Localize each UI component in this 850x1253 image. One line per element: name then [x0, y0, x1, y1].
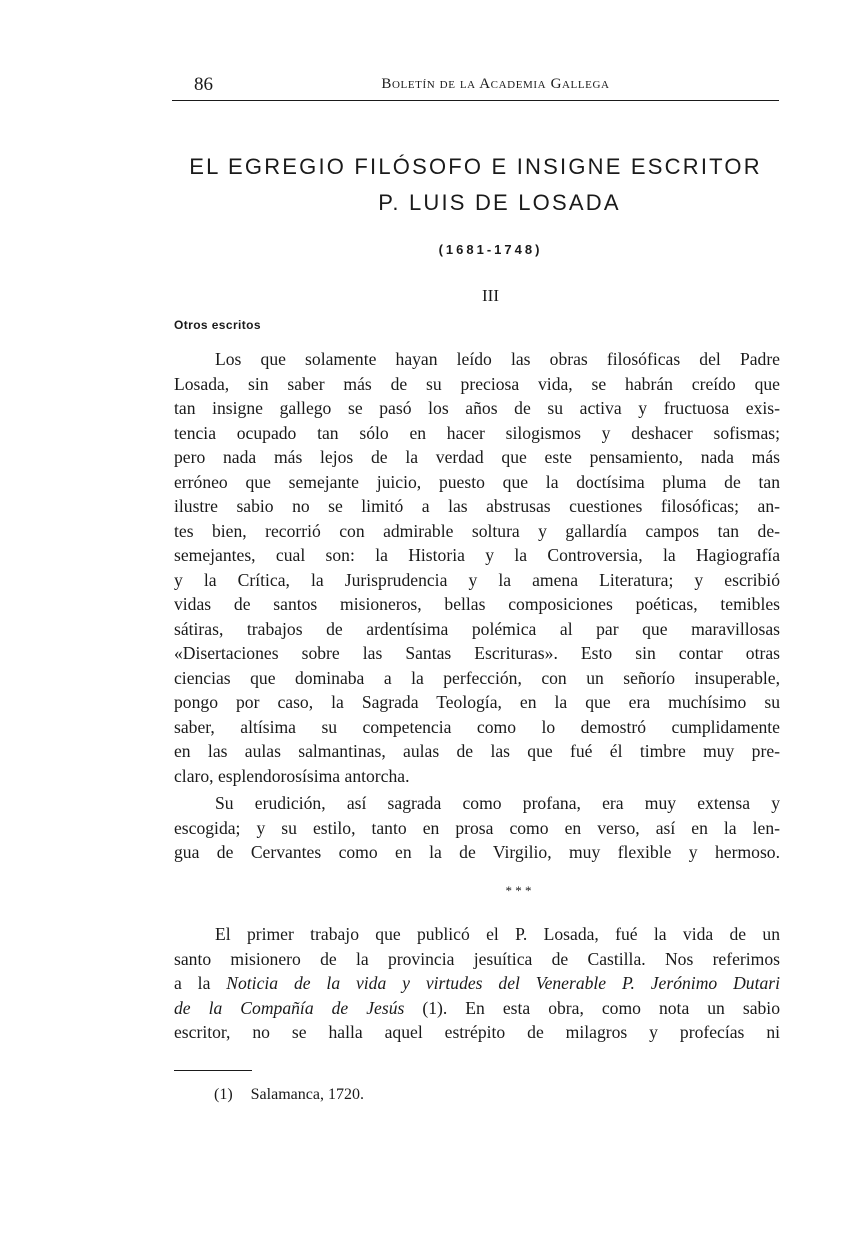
text-line: tencia ocupado tan sólo en hacer silogismos y deshacer sofismas; [174, 422, 780, 443]
text-line: «Disertaciones sobre las Santas Escrituras». Esto sin contar otras [174, 643, 780, 663]
text-run: a la [174, 973, 227, 993]
text-line: vidas de santos misioneros, bellas composiciones poéticas, temibles [174, 594, 780, 614]
text-line: en las aulas salmantinas, aulas de las que fué él timbre muy pre- [174, 741, 780, 761]
journal-name: Boletín de la Academia Gallega [381, 76, 610, 92]
text-line: tan insigne gallego se pasó los años de su activa y fructuosa exis- [174, 398, 780, 418]
footnote-divider [174, 1070, 252, 1071]
footnote-marker: (1) [214, 1086, 233, 1103]
text-line [174, 971, 780, 996]
text-line: Su erudición, así sagrada como profana, era muy extensa y [215, 793, 780, 813]
paragraph-2 [174, 791, 780, 865]
section-separator: * * * [505, 883, 532, 898]
text-line: pongo por caso, la Sagrada Teología, en la que era muchísimo su [174, 692, 780, 712]
text-line: escogida; y su estilo, tanto en prosa como en verso, así en la len- [174, 817, 780, 838]
text-line: tes bien, recorrió con admirable soltura y gallardía campos tan de- [174, 520, 780, 541]
text-line: y la Crítica, la Jurisprudencia y la amena Literatura; y escribió [174, 569, 780, 590]
footnote [214, 1086, 364, 1104]
text-line: saber, altísima su competencia como lo demostró cumplidamente [174, 716, 780, 737]
article-title-line-2: P. LUIS DE LOSADA [378, 190, 621, 215]
footnote-text: Salamanca, 1720. [250, 1086, 364, 1103]
text-line: ilustre sabio no se limitó a las abstrusas cuestiones filosóficas; an- [174, 496, 780, 516]
text-line: ciencias que dominaba a la perfección, con un señorío insuperable, [174, 667, 780, 688]
text-line: El primer trabajo que publicó el P. Losada, fué la vida de un [215, 924, 780, 944]
paragraph-1 [174, 347, 780, 788]
article-dates: (1681-1748) [438, 242, 543, 257]
text-line: Losada, sin saber más de su preciosa vida, se habrán creído que [174, 373, 780, 394]
text-line: Los que solamente hayan leído las obras filosóficas del Padre [215, 349, 780, 369]
article-title-line-1: EL EGREGIO FILÓSOFO E INSIGNE ESCRITOR [189, 154, 762, 179]
subsection-heading: Otros escritos [174, 318, 261, 332]
text-line: claro, esplendorosísima antorcha. [174, 765, 410, 786]
book-title-italic: Noticia de la vida y virtudes del Venerable P. Jerónimo Dutari [226, 973, 780, 993]
text-run: (1). En esta obra, como nota un sabio [404, 997, 780, 1018]
section-number: III [482, 286, 499, 305]
text-line: semejantes, cual son: la Historia y la Controversia, la Hagiografía [174, 545, 780, 565]
text-line: gua de Cervantes como en la de Virgilio, muy flexible y hermoso. [174, 842, 780, 862]
running-head [172, 70, 779, 101]
paragraph-3 [174, 922, 780, 1045]
text-line: erróneo que semejante juicio, puesto que la doctísima pluma de tan [174, 471, 780, 492]
text-line [174, 996, 780, 1021]
page-number: 86 [194, 74, 213, 95]
text-line: escritor, no se halla aquel estrépito de milagros y profecías ni [174, 1022, 780, 1042]
text-line: santo misionero de la provincia jesuítica de Castilla. Nos referimos [174, 948, 780, 969]
book-title-italic: de la Compañía de Jesús [174, 997, 405, 1018]
text-line: sátiras, trabajos de ardentísima polémica al par que maravillosas [174, 618, 780, 639]
text-line: pero nada más lejos de la verdad que este pensamiento, nada más [174, 447, 780, 467]
